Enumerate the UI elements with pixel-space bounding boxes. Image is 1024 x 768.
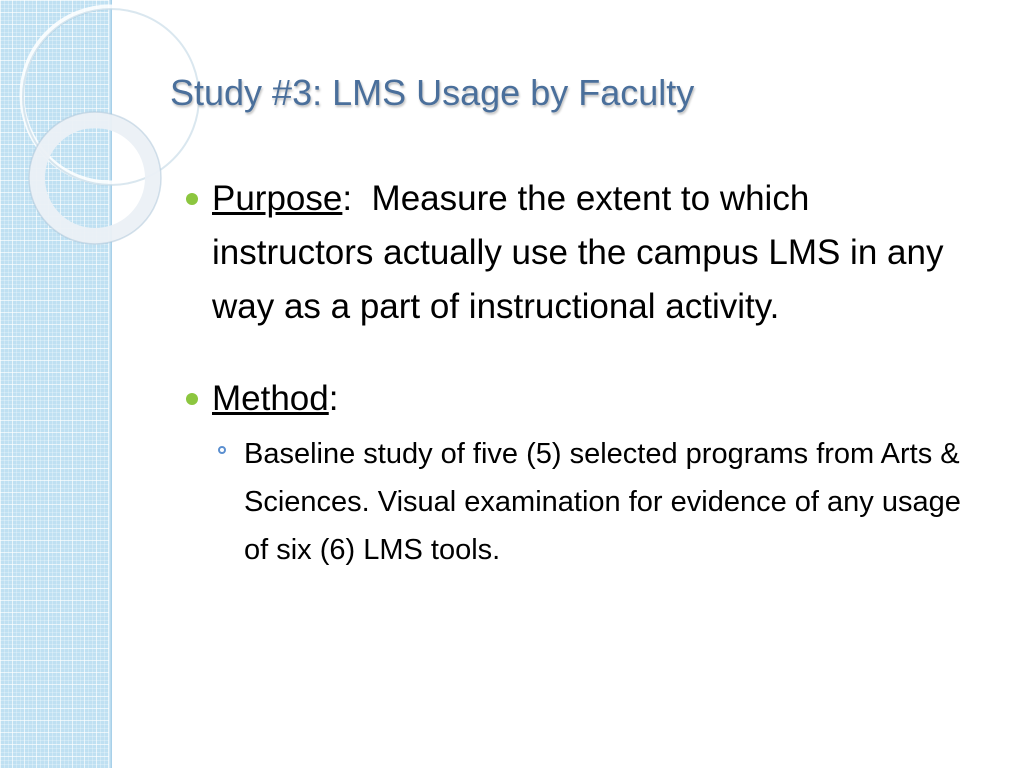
sub-bullet-ring bbox=[218, 446, 226, 454]
bullet-dot bbox=[186, 193, 198, 205]
decorative-rings bbox=[0, 0, 200, 260]
sub-bullet-method-detail bbox=[212, 430, 980, 574]
method-label: Method bbox=[212, 379, 329, 418]
spacer bbox=[180, 334, 980, 372]
bullet-dot bbox=[186, 393, 198, 405]
purpose-text: Measure the extent to which instructors actually use the campus LMS in any way as a part of instructional activity. bbox=[212, 179, 954, 326]
bullet-method bbox=[180, 372, 980, 426]
method-separator: : bbox=[328, 379, 339, 418]
method-detail-text: Baseline study of five (5) selected programs from Arts & Sciences. Visual examination for evidence of any usage of six (6) LMS tools. bbox=[244, 438, 961, 566]
slide-title: Study #3: LMS Usage by Faculty bbox=[170, 72, 695, 113]
bullet-purpose bbox=[180, 172, 980, 334]
slide-content bbox=[180, 172, 980, 574]
purpose-separator: : bbox=[342, 179, 353, 218]
purpose-label: Purpose bbox=[212, 179, 343, 218]
